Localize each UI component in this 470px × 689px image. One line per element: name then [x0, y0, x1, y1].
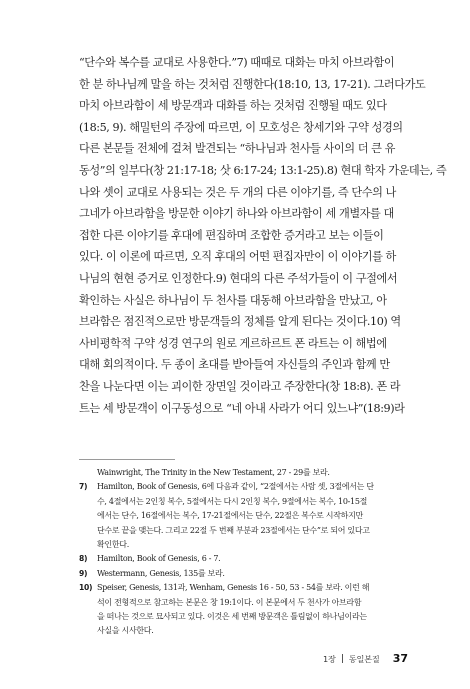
footnote-continued [79, 466, 409, 480]
body-line: 나와 셋이 교대로 사용되는 것은 두 개의 다른 이야기를, 즉 단수의 나 [79, 185, 396, 199]
body-line: 나님의 현현 증거로 인정한다.9) 현대의 다른 주석가들이 이 구절에서 [79, 271, 398, 285]
footnote-10-line: 석이 전형적으로 참고하는 본문은 창 19:1이다. 이 본문에서 두 천사가 아브라함 [97, 597, 362, 607]
body-line: 사비평학적 구약 성경 연구의 원로 게르하르트 폰 라트는 이 해법에 [79, 336, 387, 350]
footnote-7-line: 에서는 단수, 16절에서는 복수, 17-21절에서는 단수, 22절은 복수로 시작하지만 [97, 511, 363, 521]
body-line: (18:5, 9). 해밀턴의 주장에 따르면, 이 모호성은 창세기와 구약 성경의 [79, 120, 403, 134]
body-line: 마치 아브라함이 세 방문객과 대화를 하는 것처럼 진행될 때도 있다 [79, 99, 387, 113]
footnote-7 [79, 480, 409, 494]
footnotes [79, 466, 409, 639]
footnote-10-line: 사실을 시사한다. [97, 626, 154, 636]
page-number: 37 [392, 652, 408, 665]
body-line: 찬을 나눈다면 이는 괴이한 장면일 것이라고 주장한다(창 18:8). 폰 라 [79, 379, 401, 393]
footnote-number: 10) [79, 583, 93, 593]
section-label: 동일본질 [348, 654, 380, 664]
footnote-10-line: 을 떠나는 것으로 묘사되고 있다. 이것은 세 번째 방문객은 틀림없이 하나님이라는 [97, 612, 367, 622]
footnote-7-line: 확인한다. [97, 540, 129, 550]
body-line: 트는 세 방문객이 이구동성으로 “네 아내 사라가 어디 있느냐”(18:9)라 [79, 401, 405, 415]
footnote-text: Speiser, Genesis, 131과, Wenham, Genesis 16 - 50, 53 - 54를 보라. 이런 해 [97, 583, 370, 593]
footer-separator [342, 654, 343, 663]
footnote-text: Wainwright, The Trinity in the New Testament, 27 - 29를 보라. [97, 468, 330, 477]
body-line: 접한 다른 이야기를 후대에 편집하며 조합한 증거라고 보는 이들이 [79, 228, 384, 242]
page-footer [323, 647, 408, 666]
footnote-8 [79, 552, 409, 566]
body-line: 한 분 하나님께 말을 하는 것처럼 진행한다(18:10, 13, 17-21). 그러다가도 [79, 77, 426, 91]
footnote-7-line: 수, 4절에서는 2인칭 복수, 5절에서는 다시 2인칭 복수, 9절에서는 복수, 10-15절 [97, 496, 368, 506]
chapter-label: 1장 [323, 654, 336, 664]
footnote-9 [79, 567, 409, 581]
footnote-number: 8) [79, 554, 88, 564]
footnote-number: 9) [79, 568, 88, 578]
body-line: 브라함은 점진적으로만 방문객들의 정체를 알게 된다는 것이다.10) 역 [79, 315, 401, 329]
footnote-text: Hamilton, Book of Genesis, 6에 다음과 같이, “2절에서는 사람 셋, 3절에서는 단 [97, 482, 374, 492]
footnote-7-line: 단수로 끝을 맺는다. 그리고 22절 두 번째 부분과 23절에서는 단수”로 되어 있다고 [97, 525, 370, 535]
footnote-number: 7) [79, 482, 88, 492]
body-line: 확인하는 사실은 하나님이 두 천사를 대동해 아브라함을 만났고, 아 [79, 293, 387, 307]
footnote-divider [79, 459, 175, 460]
footnote-10 [79, 581, 409, 595]
body-line: 동성”의 일부다(창 21:17-18; 삿 6:17-24; 13:1-25).8) 현대 학자 가운데는, 즉 [79, 163, 447, 177]
footnote-text: Hamilton, Book of Genesis, 6 - 7. [97, 554, 221, 564]
body-line: 그네가 아브라함을 방문한 이야기 하나와 아브라함이 세 개별자를 대 [79, 207, 394, 221]
body-line: “단수와 복수를 교대로 사용한다.”7) 때때로 대화는 마치 아브라함이 [79, 56, 395, 69]
body-text [79, 52, 447, 419]
footnote-text: Westermann, Genesis, 135를 보라. [97, 568, 225, 578]
body-line: 대해 회의적이다. 두 종이 초대를 받아들여 자신들의 주인과 함께 만 [79, 358, 390, 372]
body-line: 있다. 이 이론에 따르면, 오직 후대의 어떤 편집자만이 이 이야기를 하 [79, 250, 396, 264]
body-line: 다른 본문들 전체에 걸쳐 발견되는 “하나님과 천사들 사이의 더 큰 유 [79, 142, 395, 156]
